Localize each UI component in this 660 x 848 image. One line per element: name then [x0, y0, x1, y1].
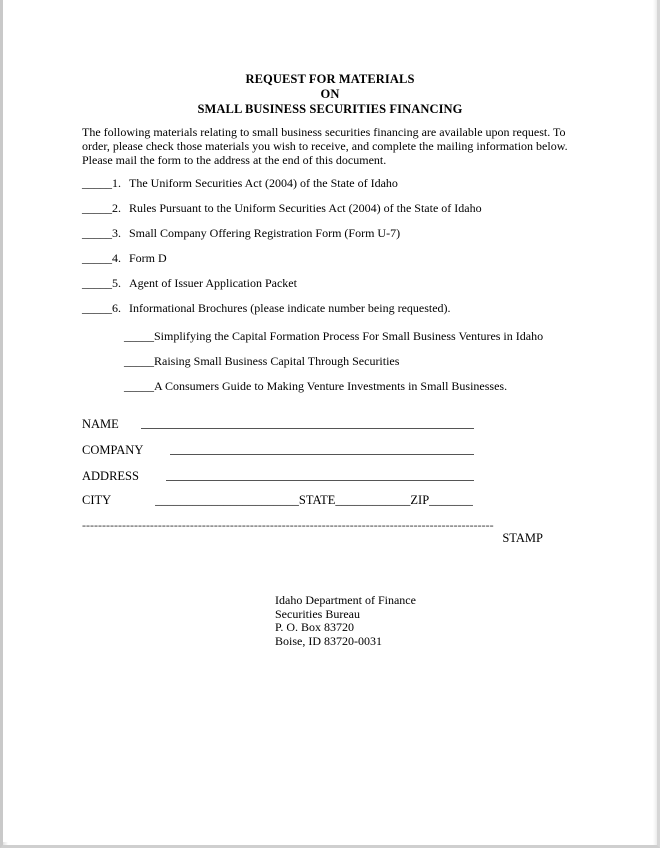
- brochure-label-3: A Consumers Guide to Making Venture Investments in Small Businesses.: [154, 379, 508, 393]
- checklist-label-4: Form D: [129, 251, 167, 265]
- stamp-label: STAMP: [502, 531, 543, 545]
- mailing-information-fields: [82, 415, 582, 493]
- address-label: ADDRESS: [82, 469, 139, 483]
- checklist-number-1: 1.: [112, 176, 121, 190]
- checkbox-blank-rule-4[interactable]: _____: [82, 251, 112, 265]
- checklist-item-3[interactable]: [82, 226, 602, 251]
- checklist-label-3: Small Company Offering Registration Form (Form U-7): [129, 226, 401, 240]
- brochure-label-2: Raising Small Business Capital Through Securities: [154, 354, 400, 368]
- brochure-blank-rule-3[interactable]: _____: [124, 379, 154, 393]
- title-line-3: SMALL BUSINESS SECURITIES FINANCING: [197, 102, 463, 116]
- return-address-line-1: Idaho Department of Finance: [275, 593, 416, 607]
- address-field-row[interactable]: [82, 467, 582, 493]
- checklist-label-2: Rules Pursuant to the Uniform Securities Act (2004) of the State of Idaho: [129, 201, 482, 215]
- return-address-line-2: Securities Bureau: [275, 606, 360, 621]
- zip-label: ZIP: [410, 493, 430, 507]
- checklist-item-1[interactable]: [82, 176, 602, 201]
- dashed-separator: -------------------------------------------------------------------------------------------------------: [82, 519, 494, 531]
- brochure-item-3[interactable]: [124, 379, 624, 404]
- city-input-rule[interactable]: _______________________: [155, 493, 299, 507]
- brochure-item-2[interactable]: [124, 354, 624, 379]
- name-field-row[interactable]: [82, 415, 582, 441]
- checkbox-blank-rule-2[interactable]: _____: [82, 201, 112, 215]
- state-label: STATE: [298, 493, 336, 507]
- address-input-line[interactable]: [166, 480, 474, 481]
- name-label: NAME: [82, 417, 119, 431]
- document-sheet: [3, 0, 657, 842]
- return-address-block: [275, 594, 416, 648]
- company-field-row[interactable]: [82, 441, 582, 467]
- checkbox-blank-rule-5[interactable]: _____: [82, 276, 112, 290]
- checklist-number-4: 4.: [112, 251, 121, 265]
- brochure-blank-rule-2[interactable]: _____: [124, 354, 154, 368]
- materials-checklist: [82, 176, 602, 326]
- checkbox-blank-rule-1[interactable]: _____: [82, 176, 112, 190]
- return-address-line-4: Boise, ID 83720-0031: [275, 633, 382, 648]
- document-title: [3, 72, 657, 117]
- checklist-number-5: 5.: [112, 276, 121, 290]
- checklist-item-5[interactable]: [82, 276, 602, 301]
- checklist-item-2[interactable]: [82, 201, 602, 226]
- checklist-label-5: Agent of Issuer Application Packet: [129, 276, 297, 290]
- company-input-line[interactable]: [170, 454, 474, 455]
- checkbox-blank-rule-6[interactable]: _____: [82, 301, 112, 315]
- company-label: COMPANY: [82, 443, 144, 457]
- checklist-number-2: 2.: [112, 201, 121, 215]
- intro-paragraph: The following materials relating to small business securities financing are available upon request. To order, please check those materials you wish to receive, and complete the mailing information below. Please mail the form to the address at the end of this document.: [82, 125, 568, 168]
- checklist-item-4[interactable]: [82, 251, 602, 276]
- brochure-label-1: Simplifying the Capital Formation Process For Small Business Ventures in Idaho: [154, 329, 544, 343]
- city-state-zip-row: [82, 493, 473, 507]
- checklist-label-6: Informational Brochures (please indicate number being requested).: [129, 301, 451, 315]
- zip-input-rule[interactable]: _______: [429, 493, 473, 507]
- city-label: CITY: [82, 493, 112, 507]
- return-address-line-3: P. O. Box 83720: [275, 620, 355, 635]
- title-line-2: ON: [320, 87, 340, 101]
- brochure-blank-rule-1[interactable]: _____: [124, 329, 154, 343]
- state-input-rule[interactable]: ____________: [335, 493, 411, 507]
- title-line-1: REQUEST FOR MATERIALS: [245, 72, 415, 86]
- checklist-number-3: 3.: [112, 226, 121, 240]
- checklist-number-6: 6.: [112, 301, 121, 315]
- checklist-label-1: The Uniform Securities Act (2004) of the State of Idaho: [129, 176, 398, 190]
- name-input-line[interactable]: [141, 428, 474, 429]
- brochure-item-1[interactable]: [124, 329, 624, 354]
- checkbox-blank-rule-3[interactable]: _____: [82, 226, 112, 240]
- brochure-sublist: [124, 329, 624, 404]
- checklist-item-6[interactable]: [82, 301, 602, 326]
